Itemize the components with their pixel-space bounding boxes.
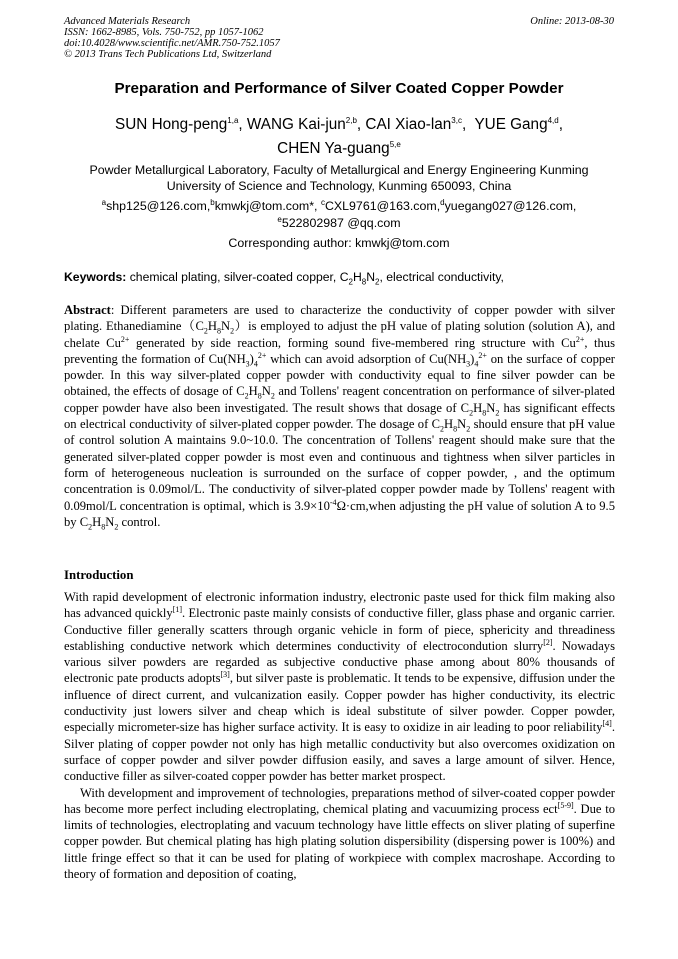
author-affil-sup: 1,a [227, 115, 239, 125]
author-list [0, 113, 678, 161]
email-sup: a [101, 197, 107, 207]
citation[interactable]: [1] [172, 605, 183, 615]
author-affil-sup: 3,c [451, 115, 462, 125]
email-list [0, 198, 678, 232]
citation[interactable]: [5-9] [557, 800, 574, 810]
citation[interactable]: [2] [543, 637, 553, 647]
keywords-text: chemical plating, silver-coated copper, $C_2H_8N_2$, electrical conductivity, [129, 270, 504, 287]
affiliation-line: University of Science and Technology, Kunming 650093, China [166, 179, 512, 193]
email-link[interactable]: kmwkj@tom.com*, [214, 199, 318, 213]
keywords-text-b: , electrical conductivity, [379, 270, 504, 284]
keywords [64, 270, 618, 287]
author-name: CAI Xiao-lan [365, 116, 452, 133]
author-name: YUE Gang [474, 116, 548, 133]
email-sup: c [320, 197, 325, 207]
email-sup: d [440, 197, 445, 207]
journal-name: Advanced Materials Research [64, 16, 191, 27]
author-affil-sup: 4,d [547, 115, 559, 125]
email-link[interactable]: yuegang027@126.com, [444, 199, 577, 213]
email-link[interactable]: CXL9761@163.com, [324, 199, 441, 213]
email-link[interactable]: 522802987 @qq.com [281, 216, 401, 230]
email-link[interactable]: shp125@126.com, [106, 199, 211, 213]
affiliation-line: Powder Metallurgical Laboratory, Faculty of Metallurgical and Energy Engineering Kunming [89, 163, 589, 177]
affiliation [0, 162, 678, 194]
abstract-label: Abstract [64, 303, 111, 317]
citation[interactable]: [3] [220, 670, 230, 680]
author-line-2 [0, 137, 678, 161]
section-title-introduction: Introduction [64, 568, 134, 582]
journal-doi: doi:10.4028/www.scientific.net/AMR.750-752.1057 [64, 38, 280, 49]
introduction-body [64, 589, 615, 882]
online-date: Online: 2013-08-30 [530, 16, 614, 27]
journal-issn: ISSN: 1662-8985, Vols. 750-752, pp 1057-1062 [64, 27, 264, 38]
paper-title: Preparation and Performance of Silver Coated Copper Powder [114, 80, 564, 97]
author-name: WANG Kai-jun [246, 116, 346, 133]
author-name: SUN Hong-peng [115, 116, 228, 133]
email-sup: e [277, 214, 282, 224]
email-line-1 [0, 198, 678, 215]
corresponding-author: Corresponding author: kmwkj@tom.com [228, 236, 450, 250]
author-line-1: SUN Hong-peng$^{1,a}$, WANG Kai-jun$^{2,b}$, CAI Xiao-lan$^{3,c}$, YUE Gang$^{4,d}$, [115, 115, 563, 133]
paragraph: With development and improvement of technologies, preparations method of silver-coated copper powder has become more perfect including electroplating, chemical plating and vacuumizing process ect[5-9]. Due to limits of technologies, electroplating and vacuum technology have little effects on sliver plating of superfine copper powder. But chemical plating has high plating solution dispersibility (dispersing power is 100%) and little fringe effect so that it can be used for plating of workpiece with complex macroshape. According to theory of formation and deposition of coating, [64, 785, 616, 882]
keywords-text-a: chemical plating, silver-coated copper, C [129, 270, 349, 284]
email-line-2 [0, 215, 678, 232]
abstract: Abstract: Different parameters are used to characterize the conductivity of copper powder with silver plating. $Ethanediamine(C_2H_8N_2)is$ employed to adjust the pH value of plating solution (solution A), and chelate $Cu^{2+}$ generated by side reaction, forming sound five-membered ring structure with $Cu^{2+}$, thus preventing the formation of $Cu(NH_3)_4^{2+}$ which can avoid adsorption of $Cu(NH_3)_4^{2+}$ on the surface of copper powder. In this way silver-plated copper powder with conductivity equal to fine silver powder can be obtained, the effects of dosage of $C_2H_8N_2$ and Tollens' reagent concentration on performance of silver-plated copper powder have also been investigated. The result shows that dosage of $C_2H_8N_2$ has significant effects on electrical conductivity of silver-plated copper powder. The dosage of $C_2H_8N_2$ should ensure that pH value of control solution A maintains 9.0~10.0. The concentration of Tollens' reagent should make sure that the generated silver-plated copper powder is most even and continuous and tightness when silver particles in form of heterogeneous nucleation is surrounded on the surface of copper powder, , and the optimum concentration is 0.09mol/L. The conductivity of silver-plated copper powder made by Tollens' reagent with 0.09mol/L concentration is optimal, which is $3.9\times 10^{-4}\Omega\cdot cm,when$ adjusting the pH value of solution A to 9.5 by $C_2H_8N_2$ control. [64, 303, 616, 532]
author-affil-sup: 2,b [345, 115, 357, 125]
citation[interactable]: [4] [602, 719, 612, 729]
journal-header [64, 16, 280, 60]
email-sup: b [210, 197, 215, 207]
author-affil-sup: 5,e [389, 139, 401, 149]
author-name: CHEN Ya-guang [277, 140, 390, 157]
paragraph: With rapid development of electronic information industry, electronic paste used for thick film making also has advanced quickly[1]. Electronic paste mainly consists of conductive filler, glass phase and organic carrier. Conductive filler generally scatters through organic vehicle in form of piece, sphericity and threadiness establishing conductive network which determines conductivity of electrocondution slurry[2]. Nowadays various silver powders are regarded as subjective conductive phase among about 80% thousands of electronic pate products adopts[3], but silver paste is problematic. It tends to be expensive, diffusion under the influence of direct current, and vulcanization easily. Copper powder has higher conductivity, its electric conductivity just lowers silver and cheap which is ideal substitute of silver powder. Copper powder, especially micrometer-size has higher surface activity. It is easy to oxidize in air leading to poor reliability[4]. Silver plating of copper powder not only has high metallic conductivity but also overcomes oxidization on surface of copper powder and silver powder diffusion easily, and saves a large amount of silver. Hence, conductive filler as silver-coated copper powder has better market prospect. [64, 590, 615, 784]
keywords-label: Keywords: [64, 270, 127, 284]
journal-copyright: © 2013 Trans Tech Publications Ltd, Switzerland [64, 49, 272, 60]
